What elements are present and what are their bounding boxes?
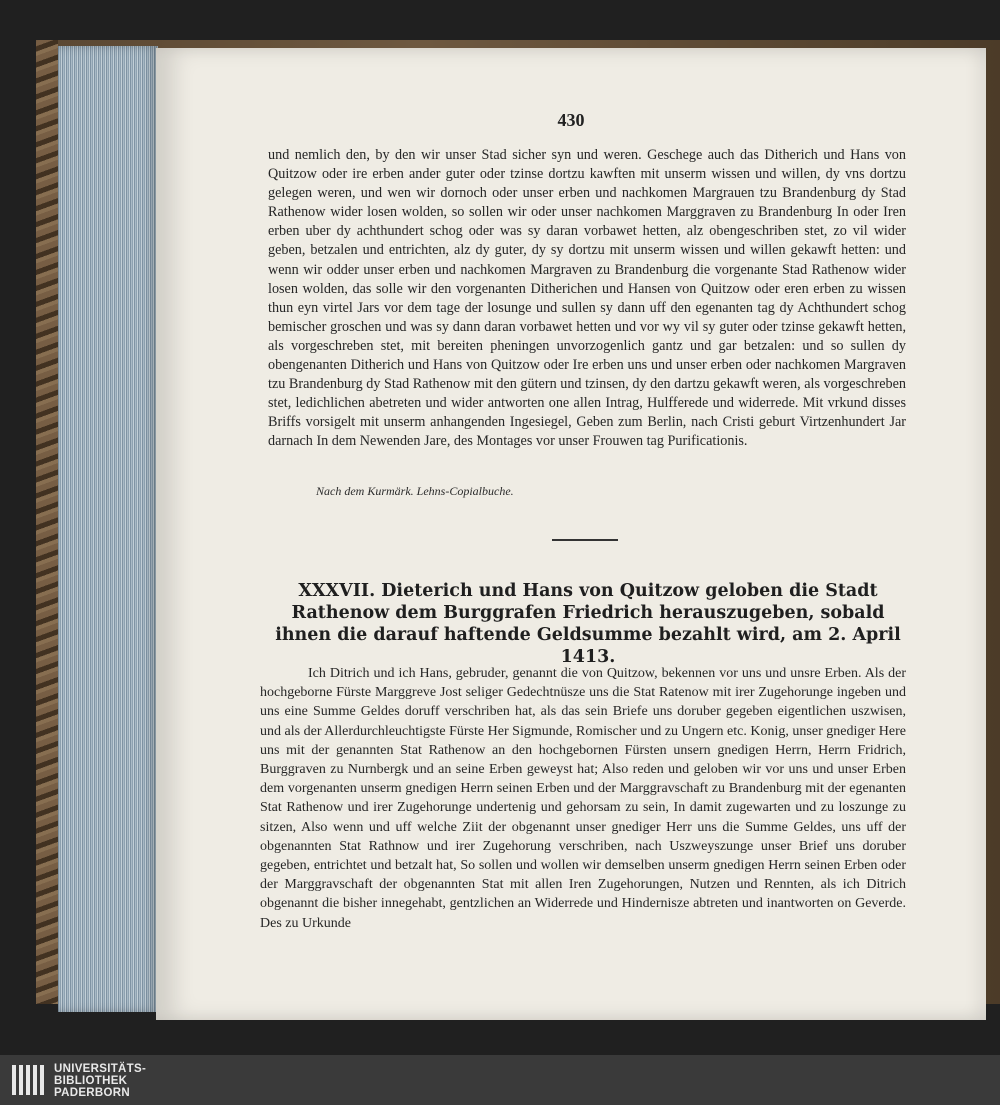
library-name-line: UNIVERSITÄTS- <box>54 1063 147 1075</box>
continued-text: und nemlich den, by den wir unser Stad sicher syn und weren. Geschege auch das Ditherich und Hans von Quitzow oder ire erben ander guter oder tzinse dortzu kawften mit unserm wissen und willen, dy vns dortzu gelegen weren, und wen wir dornoch oder unser erben und nachkomen Margrauen tzu Brandenburg dy Stad Rathenow wider losen wolden, so sollen wir oder unser nachkomen Marggraven zu Brandenburg In oder Iren erben uber dy achthundert schog oder was sy daran vorbawet hetten, alz obengeschriben stet, zo vil wider geben, betzalen und entrichten, alz dy guter, dy sy dortzu mit unserm wissen und willen gekawft hetten: und wenn wir odder unser erben und nachkomen Margraven zu Brandenburg die vorgenante Stad Rathenow wider losen wolden, das solle wir den vorgenanten Ditherichen und Hansen von Quitzow oder eren erben zu wissen thun eyn virtel Jars vor dem tage der losunge und sullen sy dann uff den egenanten tag dy Achthundert schog bemischer groschen und was sy dann daran vorbawet hetten und vor wy vil sy guter oder tzinse gekawft hetten, als vorgeschreben stet, mit bereiten pheningen unvorzogenlich gantz und gar betzalen: und so sullen dy obengenanten Ditherich und Hans von Quitzow oder Ire erben uns und unser erben oder nachkomen Margraven tzu Brandenburg dy Stad Rathenow mit den gütern und tzinsen, dy den dartzu gekawft weren, als vorgeschreben stet, ledichlichen abetreten und wider antworten one allen Intrag, Hulfferede und widerrede. Mit vrkund disses Briffs vorsigelt mit unserm anhangenden Ingesiegel, Geben zum Berlin, nach Cristi geburt Virtzenhundert Jar darnach In dem Newenden Jare, des Montages vor unser Frouwen tag Purificationis. <box>268 147 906 450</box>
document-heading: XXXVII. Dieterich und Hans von Quitzow geloben die Stadt Rathenow dem Burggrafen Friedrich herauszugeben, sobald ihnen die darauf haftende Geldsumme bezahlt wird, am 2. April 1413. <box>275 581 901 667</box>
library-name-line: BIBLIOTHEK <box>54 1075 128 1087</box>
page-edges <box>58 46 158 1012</box>
document-text: Ich Ditrich und ich Hans, gebruder, genannt die von Quitzow, bekennen vor uns und unsre Erben. Als der hochgeborne Fürste Marggreve Jost seliger Gedechtnüsze uns die Stat Ratenow mit irer Zugehorunge ingeben und uns eine Summe Geldes doruff verschriben hat, als das sein Briefe uns doruber gegeben eigentlichen uszwisen, und als der Allerdurchleuchtigste Fürste Her Sigmunde, Romischer und zu Ungern etc. Konig, unser gnediger Here uns mit der genannten Stat Rathenow an den hochgebornen Fürsten unsern gnedigen Herrn, Herrn Fridrich, Burggraven zu Nurnbergk und an seine Erben geweyst hat; Also reden und geloben wir vor uns und unser Erben dem vorgenanten unserm gnedigen Herrn seinen Erben und der Marggravschaft zu Brandenburg mit der egenanten Stat Rathenow und irer Zugehorunge undertenig und gehorsam zu sein, In damit zugewarten und zu loszunge zu sitzen, Also wenn und uff welche Ziit der obgenannt unser gnediger Herr uns die Summe Geldes, uns uff der obgenannten Stat Rathnow und irer Zugehorung verschriben, nach Uszweyszunge unser Brief uns doruber gegeben, entrichtet und betzalt hat, So sollen und wollen wir demselben unserm gnedigen Herrn seinen Erben oder der Marggravschaft der obgenannten Stat mit allen Iren Zugehorungen, Nutzen und Rennten, als ich Ditrich obgenannt die bisher innegehabt, gentzlichen an Widerrede und Hindernisze abtreten und inantworten on Geverde. Des zu Urkunde <box>260 666 906 931</box>
library-name <box>54 1063 146 1099</box>
book-page <box>156 48 986 1020</box>
page-number: 430 <box>557 110 585 130</box>
library-name-line: PADERBORN <box>54 1087 130 1099</box>
section-divider <box>552 539 618 541</box>
library-logo-icon <box>10 1061 48 1099</box>
library-footer <box>0 1055 1000 1105</box>
source-note: Nach dem Kurmärk. Lehns-Copialbuche. <box>316 484 514 498</box>
